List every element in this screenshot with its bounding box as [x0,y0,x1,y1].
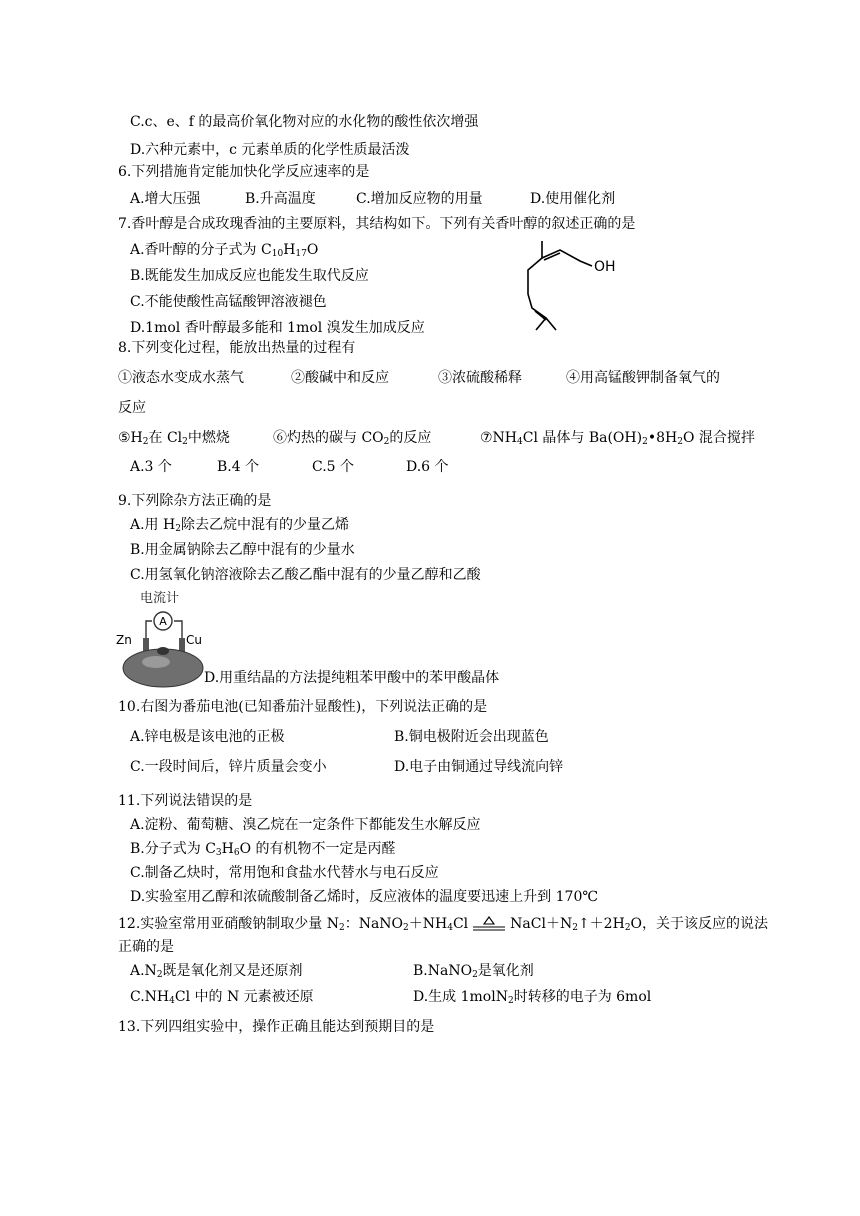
q8-option-d: D.6 个 [406,459,449,475]
q10-option-a: A.锌电极是该电池的正极 [130,729,285,745]
q8-option-c: C.5 个 [312,459,355,475]
heat-triangle-icon [472,914,506,932]
q9-option-a: A.用 $H_2$除去乙烷中混有的少量乙烯 [130,517,349,534]
q11-option-b: B.分子式为 $C_3H_6O$ 的有机物不一定是丙醛 [130,841,396,858]
q11-option-a: A.淀粉、葡萄糖、溴乙烷在一定条件下都能发生水解反应 [130,817,481,833]
q10-stem: 10.右图为番茄电池(已知番茄汁显酸性)，下列说法正确的是 [118,699,488,715]
q10-option-c: C.一段时间后，锌片质量会变小 [130,759,327,775]
q9-option-b: B.用金属钠除去乙醇中混有的少量水 [130,542,355,558]
q12-stem-cont: 正确的是 [118,939,174,955]
q10-option-b: B.铜电极附近会出现蓝色 [394,729,549,745]
q12-option-d: D.生成 1molN$_2$时转移的电子为 6mol [413,989,652,1006]
q8-item-5: $⑤H_2$在 $Cl_2$中燃烧 [118,430,230,447]
q12-option-a: $A.N_2$既是氧化剂又是还原剂 [130,963,303,980]
q12-option-b: B.NaNO$_2$是氧化剂 [413,963,534,980]
q9-option-d: D.用重结晶的方法提纯粗苯甲酸中的苯甲酸晶体 [204,670,500,686]
q8-option-b: B.4 个 [217,459,260,475]
tomato-stem [157,647,169,655]
q12-stem: 12.实验室常用亚硝酸钠制取少量 $N_2$：$NaNO_2+NH_4Cl$ $NaCl+N_2↑+2H_2O$，关于该反应的说法 [118,916,769,933]
copper-label: Cu [186,633,202,647]
q8-item-1: ①液态水变成水蒸气 [118,370,244,386]
q6-option-b: B.升高温度 [245,191,316,207]
q6-option-c: C.增加反应物的用量 [356,191,483,207]
q8-item-3: ③浓硫酸稀释 [438,370,522,386]
geraniol-structure-figure [510,236,620,336]
galvanometer-symbol: A [159,615,167,628]
q6-option-d: D.使用催化剂 [530,191,616,207]
q5-option-c: C.c、e、f 的最高价氧化物对应的水化物的酸性依次增强 [130,114,479,130]
galvanometer-label: 电流计 [140,591,180,606]
q8-item-4: ④用高锰酸钾制备氧气的 [566,370,720,386]
q11-stem: 11.下列说法错误的是 [118,793,253,809]
oh-label: OH [594,259,616,275]
q12-option-c: $C.NH_4Cl$ 中的 N 元素被还原 [130,989,314,1006]
q6-stem: 6.下列措施肯定能加快化学反应速率的是 [118,164,370,180]
q10-option-d: D.电子由铜通过导线流向锌 [394,759,564,775]
q8-item-4-cont: 反应 [118,400,146,416]
q7-option-d: D.1mol 香叶醇最多能和 1mol 溴发生加成反应 [130,320,425,336]
q6-option-a: A.增大压强 [130,191,201,207]
q8-stem: 8.下列变化过程，能放出热量的过程有 [118,340,356,356]
q7-option-b: B.既能发生加成反应也能发生取代反应 [130,268,369,284]
q11-option-d: D.实验室用乙醇和浓硫酸制备乙烯时，反应液体的温度要迅速上升到 170℃ [130,889,599,905]
q11-option-c: C.制备乙炔时，常用饱和食盐水代替水与电石反应 [130,865,439,881]
q5-option-d: D.六种元素中，c 元素单质的化学性质最活泼 [130,142,410,158]
q8-option-a: A.3 个 [130,459,172,475]
tomato-battery-figure [116,588,206,688]
zinc-label: Zn [116,633,132,647]
q9-stem: 9.下列除杂方法正确的是 [118,493,272,509]
q8-item-2: ②酸碱中和反应 [291,370,389,386]
q7-stem: 7.香叶醇是合成玫瑰香油的主要原料，其结构如下。下列有关香叶醇的叙述正确的是 [118,216,636,232]
geraniol-bonds [528,241,592,330]
q9-option-c: C.用氢氧化钠溶液除去乙酸乙酯中混有的少量乙醇和乙酸 [130,567,481,583]
q8-item-6: ⑥灼热的碳与 $CO_2$的反应 [273,430,432,447]
q7-option-c: C.不能使酸性高锰酸钾溶液褪色 [130,294,327,310]
q7-option-a: A.香叶醇的分子式为 $C_{10}H_{17}O$ [130,242,319,259]
q8-item-7: $⑦NH_4Cl$ 晶体与 $Ba(OH)_2•8H_2O$ 混合搅拌 [480,430,755,447]
q13-stem: 13.下列四组实验中，操作正确且能达到预期目的是 [118,1019,435,1035]
tomato-highlight [142,656,170,668]
